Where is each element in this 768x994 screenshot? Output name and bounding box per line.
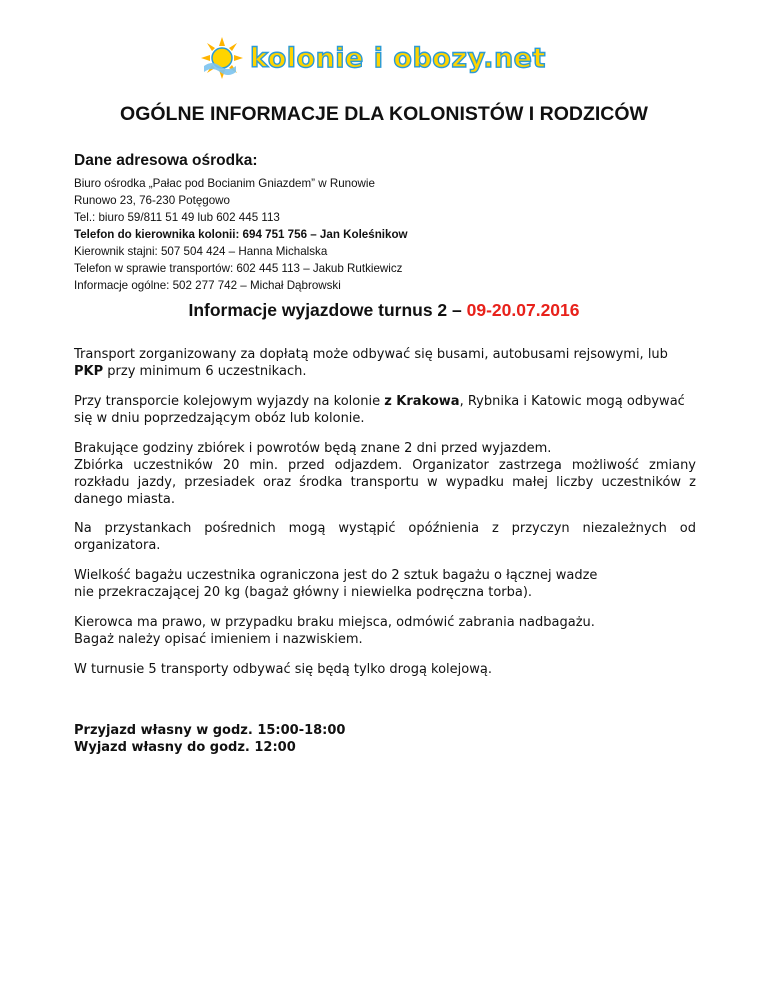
address-line: Telefon w sprawie transportów: 602 445 113 – Jakub Rutkiewicz	[74, 262, 403, 275]
text: nie przekraczającej 20 kg (bagaż główny i niewielka podręczna torba).	[74, 585, 533, 600]
departure-time: Wyjazd własny do godz. 12:00	[74, 740, 296, 755]
text: Na przystankach pośrednich mogą wystąpić opóźnienia z przyczyn niezależnych od organizatora.	[74, 521, 696, 553]
paragraph-rail	[74, 393, 696, 427]
page-title: OGÓLNE INFORMACJE DLA KOLONISTÓW I RODZICÓW	[120, 103, 648, 125]
address-section	[74, 152, 408, 294]
text: W turnusie 5 transporty odbywać się będą tylko drogą kolejową.	[74, 662, 492, 677]
text: Transport zorganizowany za dopłatą może odbywać się busami, autobusami rejsowymi, lub	[74, 347, 668, 362]
text: Przy transporcie kolejowym wyjazdy na kolonie	[74, 394, 385, 409]
paragraph-meeting	[74, 440, 696, 508]
address-line: Tel.: biuro 59/811 51 49 lub 602 445 113	[74, 211, 280, 224]
text: Kierowca ma prawo, w przypadku braku miejsca, odmówić zabrania nadbagażu.	[74, 615, 595, 630]
address-line: Kierownik stajni: 507 504 424 – Hanna Michalska	[74, 245, 328, 258]
text-bold: z Krakowa	[384, 394, 460, 409]
address-heading: Dane adresowa ośrodka:	[74, 152, 258, 169]
text: , Rybnika i Katowic mogą odbywać się w dniu poprzedzającym obóz lub kolonie.	[74, 394, 685, 426]
sun-icon	[200, 36, 244, 80]
site-logo	[200, 36, 560, 80]
address-line: Runowo 23, 76-230 Potęgowo	[74, 194, 230, 207]
subtitle-prefix: Informacje wyjazdowe turnus 2 –	[188, 300, 467, 320]
paragraph-luggage	[74, 567, 696, 601]
paragraph-driver	[74, 614, 696, 648]
address-line: Biuro ośrodka „Pałac pod Bocianim Gniazdem” w Runowie	[74, 177, 375, 190]
turnus-dates: 09-20.07.2016	[466, 300, 580, 320]
address-line: Informacje ogólne: 502 277 742 – Michał Dąbrowski	[74, 279, 341, 292]
text: Wielkość bagażu uczestnika ograniczona jest do 2 sztuk bagażu o łącznej wadze	[74, 568, 598, 583]
paragraph-delays	[74, 520, 696, 554]
text: przy minimum 6 uczestnikach.	[103, 364, 307, 379]
text: Brakujące godziny zbiórek i powrotów będą znane 2 dni przed wyjazdem.	[74, 441, 552, 456]
text: Bagaż należy opisać imieniem i nazwiskiem.	[74, 632, 363, 647]
text: Zbiórka uczestników 20 min. przed odjazdem. Organizator zastrzega możliwość zmiany rozkładu jazdy, przesiadek oraz środka transportu w wypadku małej liczby uczestników z danego miasta.	[74, 458, 696, 507]
paragraph-turnus5	[74, 661, 696, 678]
logo-text: kolonie i obozy.net	[250, 42, 546, 74]
text-bold: PKP	[74, 364, 104, 379]
departure-info-heading	[0, 300, 768, 321]
paragraph-transport	[74, 346, 696, 380]
own-arrival-departure	[74, 722, 696, 756]
address-line-manager-phone: Telefon do kierownika kolonii: 694 751 756 – Jan Koleśnikow	[74, 228, 408, 241]
arrival-time: Przyjazd własny w godz. 15:00-18:00	[74, 723, 346, 738]
